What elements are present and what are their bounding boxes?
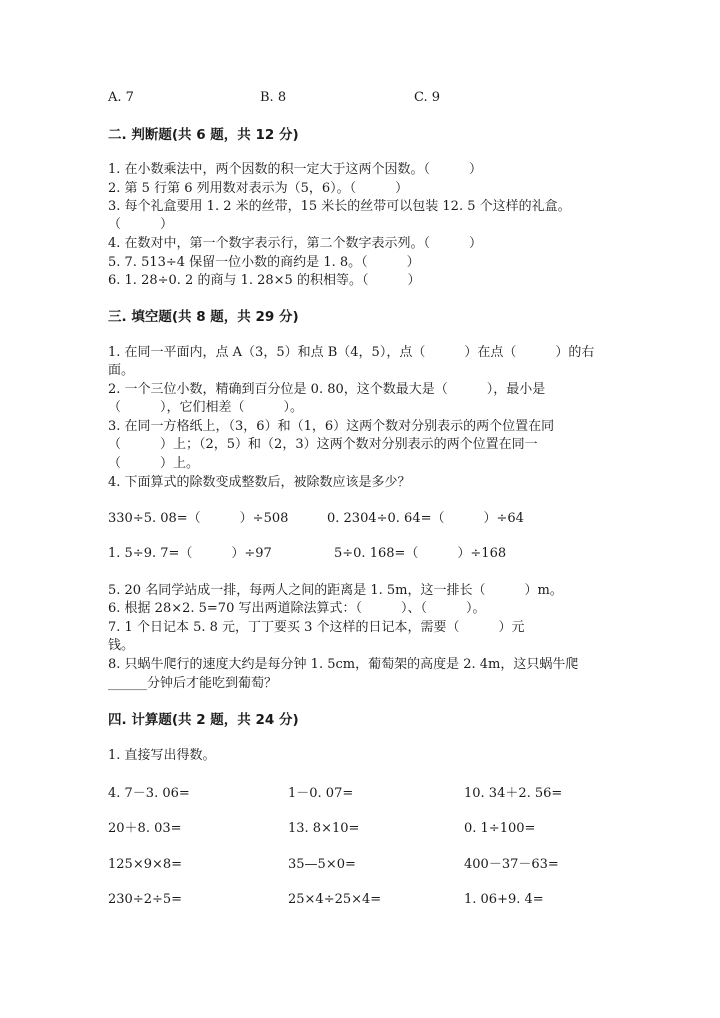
- fill-line-6: （ ）上；（2，5）和（2，3）这两个数对分别表示的两个位置在同一: [108, 437, 538, 452]
- calc-cell: 1. 06+9. 4=: [464, 892, 544, 907]
- calc-cell: 0. 1÷100=: [464, 821, 536, 836]
- option-a: A. 7: [108, 90, 134, 105]
- judge-item-3: 3. 每个礼盒要用 1. 2 米的丝带，15 米长的丝带可以包装 12. 5 个这样的礼盒。: [108, 199, 571, 214]
- section-2-title: 二. 判断题(共 6 题，共 12 分): [108, 127, 299, 143]
- fill-line-1: 1. 在同一平面内，点 A（3，5）和点 B（4，5），点（ ）在点（ ）的右: [108, 345, 595, 360]
- fill-line-5: 3. 在同一方格纸上，（3，6）和（1，6）这两个数对分别表示的两个位置在同: [108, 419, 555, 434]
- fill-line-11: 7. 1 个日记本 5. 8 元，丁丁要买 3 个这样的日记本，需要（ ）元: [108, 620, 525, 635]
- judge-item-2: 2. 第 5 行第 6 列用数对表示为（5，6）。（ ）: [108, 181, 409, 196]
- calc-cell: 25×4÷25×4=: [288, 892, 382, 907]
- fill-line-10: 6. 根据 28×2. 5=70 写出两道除法算式：（ ）、（ ）。: [108, 601, 486, 616]
- division-eq-1: 330÷5. 08=（ ）÷508: [108, 511, 289, 526]
- calc-cell: 230÷2÷5=: [108, 892, 183, 907]
- calc-cell: 10. 34＋2. 56=: [464, 786, 563, 801]
- section-4-title: 四. 计算题(共 2 题，共 24 分): [108, 712, 299, 728]
- judge-item-3-blank: （ ）: [108, 217, 174, 232]
- fill-line-13: 8. 只蜗牛爬行的速度大约是每分钟 1. 5cm，葡萄架的高度是 2. 4m，这只蜗牛爬: [108, 657, 579, 672]
- option-c: C. 9: [414, 90, 441, 105]
- division-eq-3: 1. 5÷9. 7=（ ）÷97: [108, 546, 272, 561]
- calc-cell: 35—5×0=: [288, 857, 356, 872]
- judge-item-1: 1. 在小数乘法中，两个因数的积一定大于这两个因数。（ ）: [108, 162, 483, 177]
- calc-cell: 400－37－63=: [464, 857, 559, 872]
- calc-cell: 13. 8×10=: [288, 821, 360, 836]
- judge-item-5: 5. 7. 513÷4 保留一位小数的商约是 1. 8。（ ）: [108, 255, 420, 270]
- calc-cell: 4. 7－3. 06=: [108, 786, 190, 801]
- calc-cell: 1－0. 07=: [288, 786, 354, 801]
- option-b: B. 8: [260, 90, 287, 105]
- fill-line-12: 钱。: [108, 638, 135, 653]
- fill-line-14: ______分钟后才能吃到葡萄？: [108, 676, 278, 691]
- judge-item-6: 6. 1. 28÷0. 2 的商与 1. 28×5 的积相等。（ ）: [108, 273, 421, 288]
- division-eq-2: 0. 2304÷0. 64=（ ）÷64: [327, 511, 524, 526]
- section-3-title: 三. 填空题(共 8 题，共 29 分): [108, 309, 299, 325]
- fill-line-4: （ ），它们相差（ ）。: [108, 400, 304, 415]
- fill-line-7: （ ）上。: [108, 456, 200, 471]
- calc-cell: 20＋8. 03=: [108, 821, 182, 836]
- fill-line-8: 4. 下面算式的除数变成整数后，被除数应该是多少？: [108, 475, 411, 490]
- judge-item-4: 4. 在数对中，第一个数字表示行，第二个数字表示列。（ ）: [108, 236, 483, 251]
- calc-instruction: 1. 直接写出得数。: [108, 748, 216, 763]
- fill-line-9: 5. 20 名同学站成一排，每两人之间的距离是 1. 5m，这一排长（ ）m。: [108, 583, 563, 598]
- fill-line-3: 2. 一个三位小数，精确到百分位是 0. 80，这个数最大是（ ），最小是: [108, 382, 546, 397]
- fill-line-2: 面。: [108, 363, 135, 378]
- calc-cell: 125×9×8=: [108, 857, 183, 872]
- division-eq-4: 5÷0. 168=（ ）÷168: [334, 546, 507, 561]
